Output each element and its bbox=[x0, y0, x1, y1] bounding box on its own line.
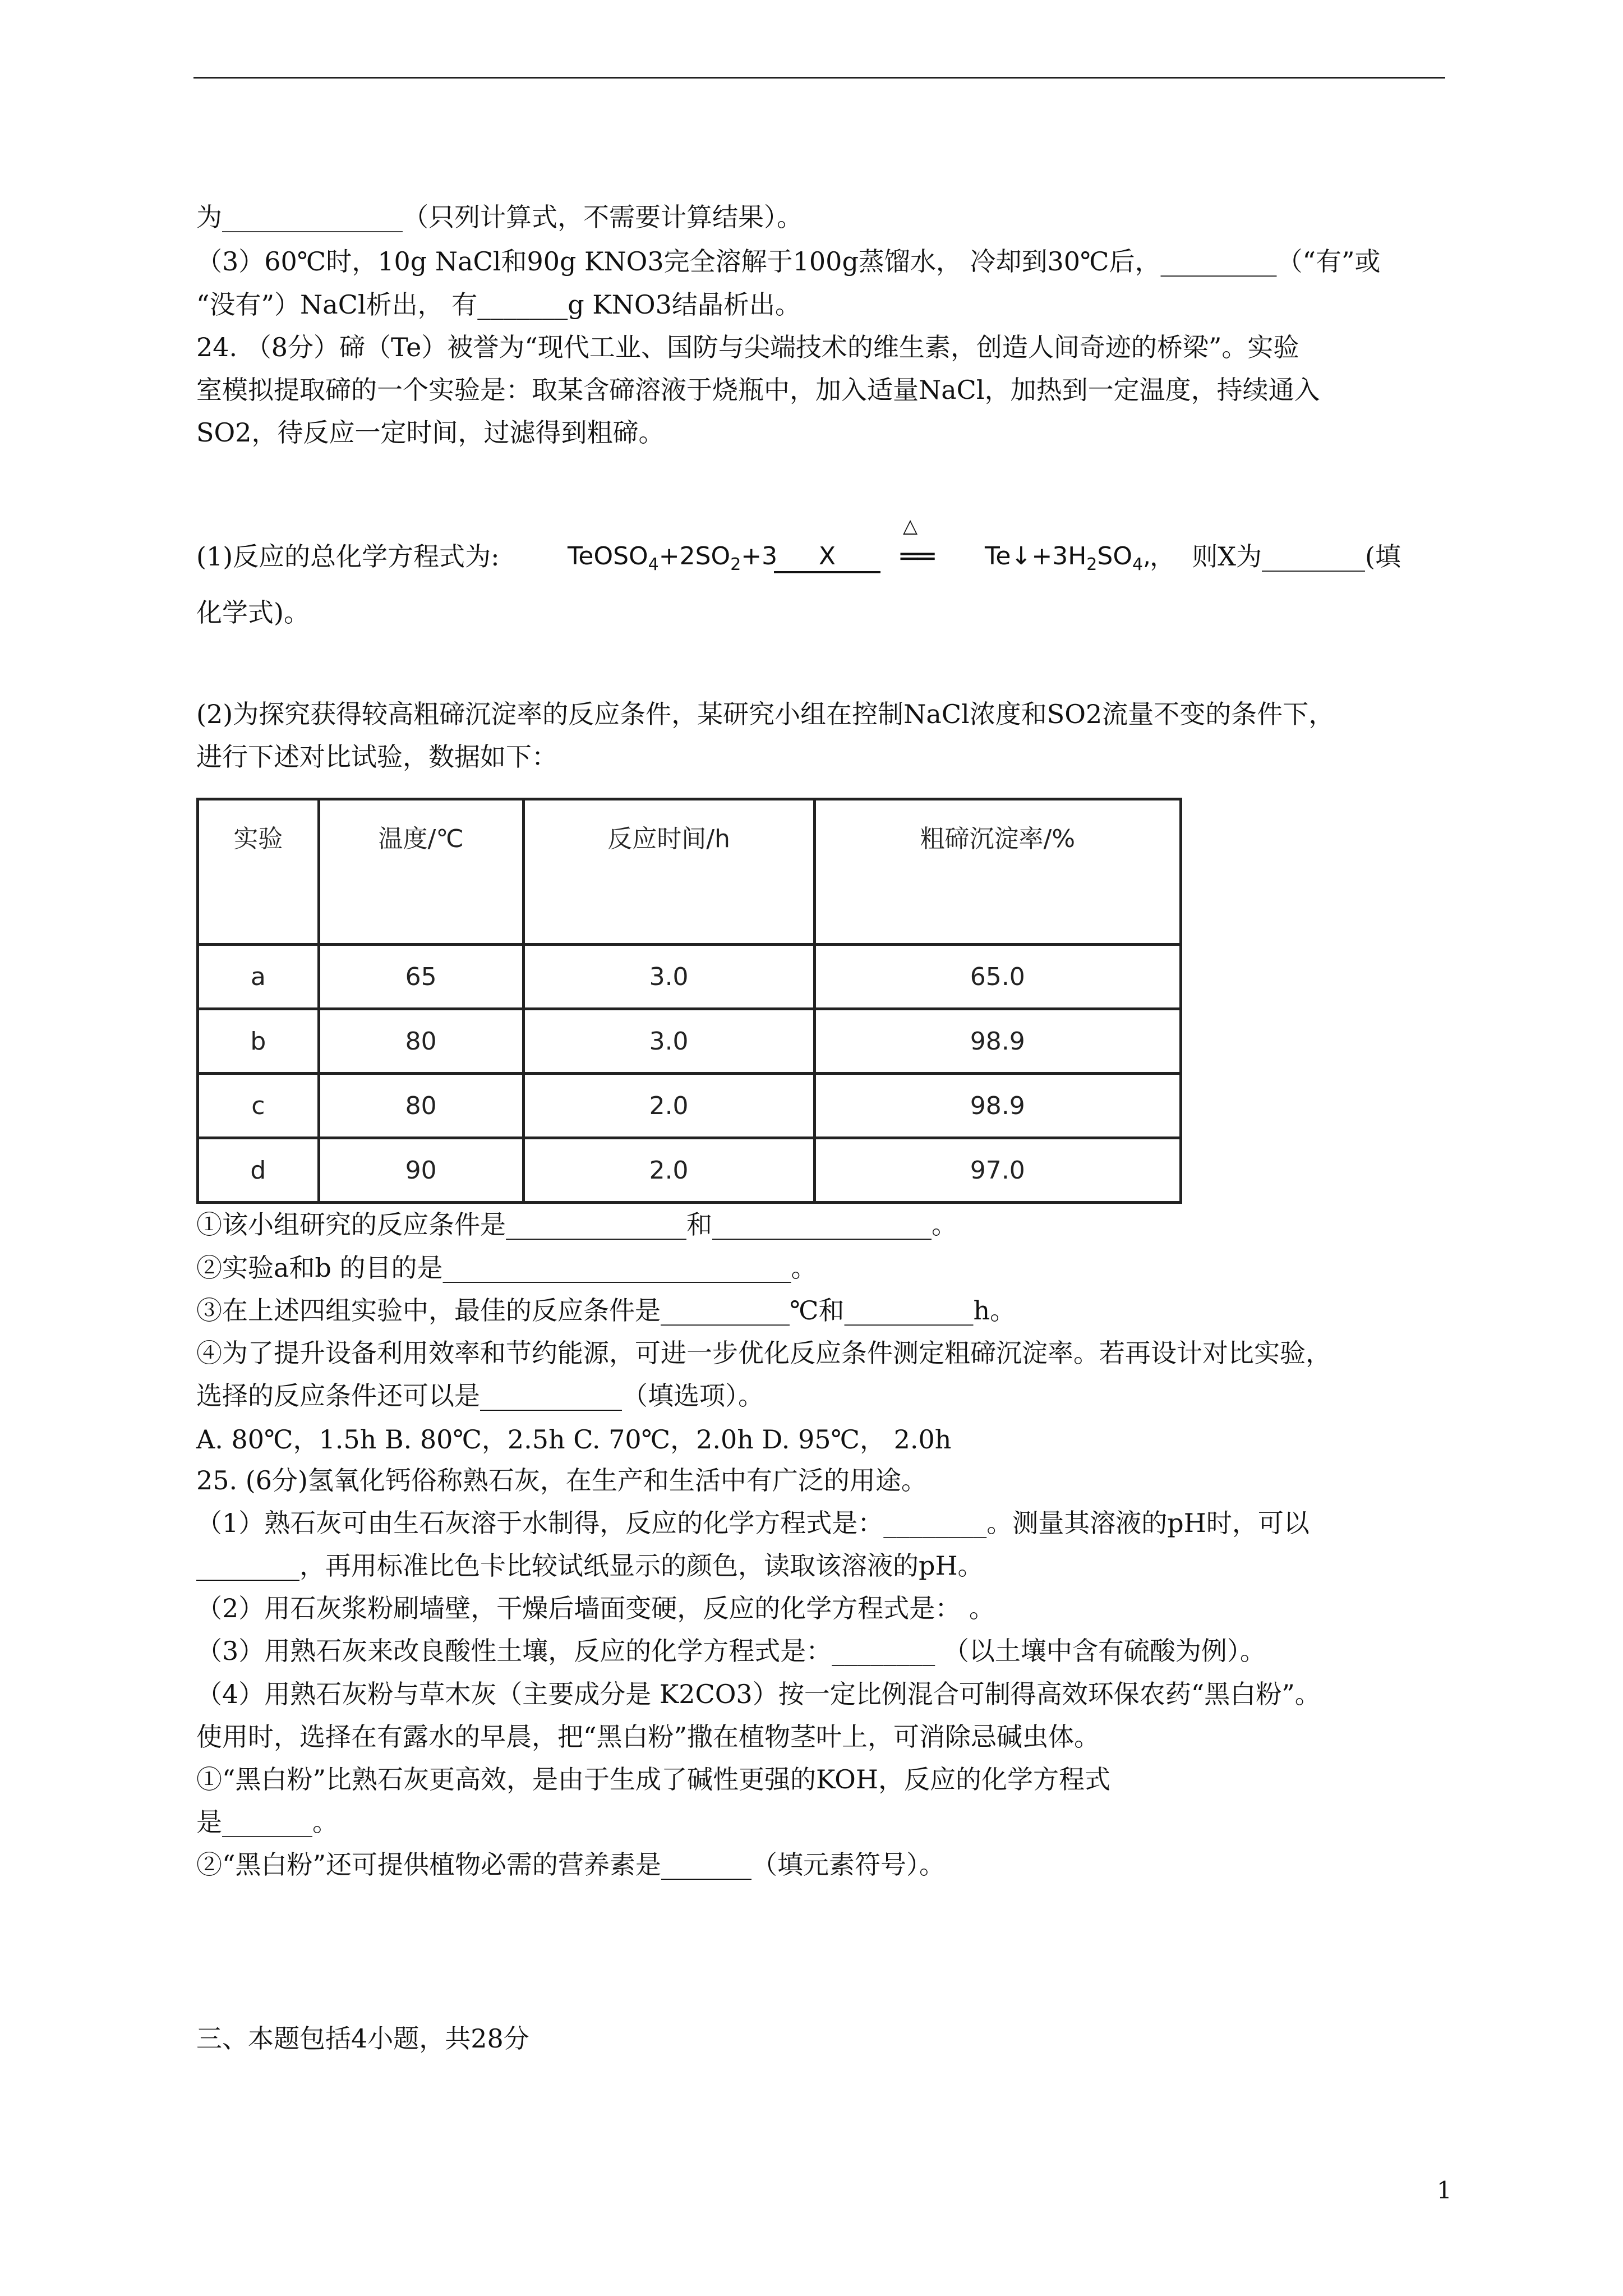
table-cell: 65.0 bbox=[814, 945, 1181, 1009]
text-line: ①“黑白粉”比熟石灰更高效，是由于生成了碱性更强的KOH，反应的化学方程式 bbox=[196, 1764, 1110, 1795]
table-cell: 90 bbox=[319, 1138, 523, 1203]
equation-suffix: ， 则X为________(填 bbox=[1150, 541, 1401, 572]
table-cell: 3.0 bbox=[523, 1009, 814, 1074]
options-line: A. 80℃，1.5h B. 80℃，2.5h C. 70℃，2.0h D. 95℃， 2.0h bbox=[196, 1424, 952, 1455]
table-cell: 2.0 bbox=[523, 1074, 814, 1138]
table-row bbox=[198, 1074, 1181, 1138]
table-header-cell: 实验 bbox=[198, 799, 319, 945]
text-line: （1）熟石灰可由生石灰溶于水制得，反应的化学方程式是：________。测量其溶液的pH时，可以 bbox=[196, 1508, 1310, 1538]
table-cell: 80 bbox=[319, 1009, 523, 1074]
equation-equals-sign: ══ bbox=[901, 540, 935, 573]
table-cell: 97.0 bbox=[814, 1138, 1181, 1203]
text-line: ③在上述四组实验中，最佳的反应条件是__________℃和__________h。 bbox=[196, 1295, 1016, 1326]
table-row bbox=[198, 1138, 1181, 1203]
text-line: ________，再用标准比色卡比较试纸显示的颜色，读取该溶液的pH。 bbox=[196, 1550, 984, 1581]
text-line: 是_______。 bbox=[196, 1807, 338, 1837]
text-line: 为______________（只列计算式，不需要计算结果）。 bbox=[196, 202, 803, 232]
equation-prefix: (1)反应的总化学方程式为: bbox=[196, 541, 500, 572]
text-line: 化学式)。 bbox=[196, 597, 310, 628]
table-row bbox=[198, 945, 1181, 1009]
text-line: 进行下述对比试验，数据如下： bbox=[196, 742, 557, 772]
text-line: （3）60℃时，10g NaCl和90g KNO3完全溶解于100g蒸馏水， 冷却到30℃后，_________（“有”或 bbox=[196, 246, 1381, 277]
text-line: （2）用石灰浆粉刷墙壁，干燥后墙面变硬，反应的化学方程式是： 。 bbox=[196, 1593, 995, 1623]
text-line: ④为了提升设备利用效率和节约能源，可进一步优化反应条件测定粗碲沉淀率。若再设计对比实验， bbox=[196, 1338, 1331, 1368]
text-line: 室模拟提取碲的一个实验是：取某含碲溶液于烧瓶中，加入适量NaCl，加热到一定温度，持续通入 bbox=[196, 375, 1320, 405]
table-header-cell: 粗碲沉淀率/% bbox=[814, 799, 1181, 945]
page-number: 1 bbox=[1437, 2177, 1452, 2204]
table-cell: 3.0 bbox=[523, 945, 814, 1009]
question-25-title: 25. (6分)氢氧化钙俗称熟石灰，在生产和生活中有广泛的用途。 bbox=[196, 1465, 927, 1496]
equation-right: $Te↓+3H_2SO_4$, bbox=[985, 542, 1151, 574]
section-heading: 三、本题包括4小题，共28分 bbox=[196, 2023, 529, 2054]
equation-left: $TeOSO_4+2SO_2+3$ bbox=[568, 542, 778, 574]
experiment-table bbox=[196, 798, 1182, 1204]
text-line: 选择的反应条件还可以是___________（填选项）。 bbox=[196, 1381, 764, 1411]
text-line: “没有”）NaCl析出， 有_______g KNO3结晶析出。 bbox=[196, 289, 801, 320]
heat-condition-symbol: △ bbox=[903, 515, 918, 537]
text-line: ①该小组研究的反应条件是______________和_________________。 bbox=[196, 1209, 957, 1240]
table-cell: c bbox=[198, 1074, 319, 1138]
table-cell: 98.9 bbox=[814, 1009, 1181, 1074]
table-cell: d bbox=[198, 1138, 319, 1203]
table-cell: 2.0 bbox=[523, 1138, 814, 1203]
table-header-row bbox=[198, 799, 1181, 945]
text-line: 使用时，选择在有露水的早晨，把“黑白粉”撒在植物茎叶上，可消除忌碱虫体。 bbox=[196, 1722, 1100, 1752]
table-cell: 98.9 bbox=[814, 1074, 1181, 1138]
text-line: ②“黑白粉”还可提供植物必需的营养素是_______（填元素符号）。 bbox=[196, 1849, 946, 1880]
table-header-cell: 反应时间/h bbox=[523, 799, 814, 945]
text-line: SO2，待反应一定时间，过滤得到粗碲。 bbox=[196, 417, 665, 448]
table-cell: a bbox=[198, 945, 319, 1009]
question-24-title: 24. （8分）碲（Te）被誉为“现代工业、国防与尖端技术的维生素，创造人间奇迹的桥梁”。实验 bbox=[196, 332, 1299, 362]
table-cell: 65 bbox=[319, 945, 523, 1009]
text-line: （4）用熟石灰粉与草木灰（主要成分是 K2CO3）按一定比例混合可制得高效环保农药“黑白粉”。 bbox=[196, 1679, 1321, 1709]
text-line: （3）用熟石灰来改良酸性土壤，反应的化学方程式是：________ （以土壤中含有硫酸为例）。 bbox=[196, 1636, 1266, 1666]
table-cell: b bbox=[198, 1009, 319, 1074]
header-rule bbox=[193, 77, 1445, 79]
text-line: ②实验a和b 的目的是___________________________。 bbox=[196, 1253, 817, 1283]
equation-x-blank: X bbox=[774, 540, 880, 573]
table-header-cell: 温度/℃ bbox=[319, 799, 523, 945]
table-cell: 80 bbox=[319, 1074, 523, 1138]
table-row bbox=[198, 1009, 1181, 1074]
text-line: (2)为探究获得较高粗碲沉淀率的反应条件，某研究小组在控制NaCl浓度和SO2流量不变的条件下， bbox=[196, 699, 1335, 729]
